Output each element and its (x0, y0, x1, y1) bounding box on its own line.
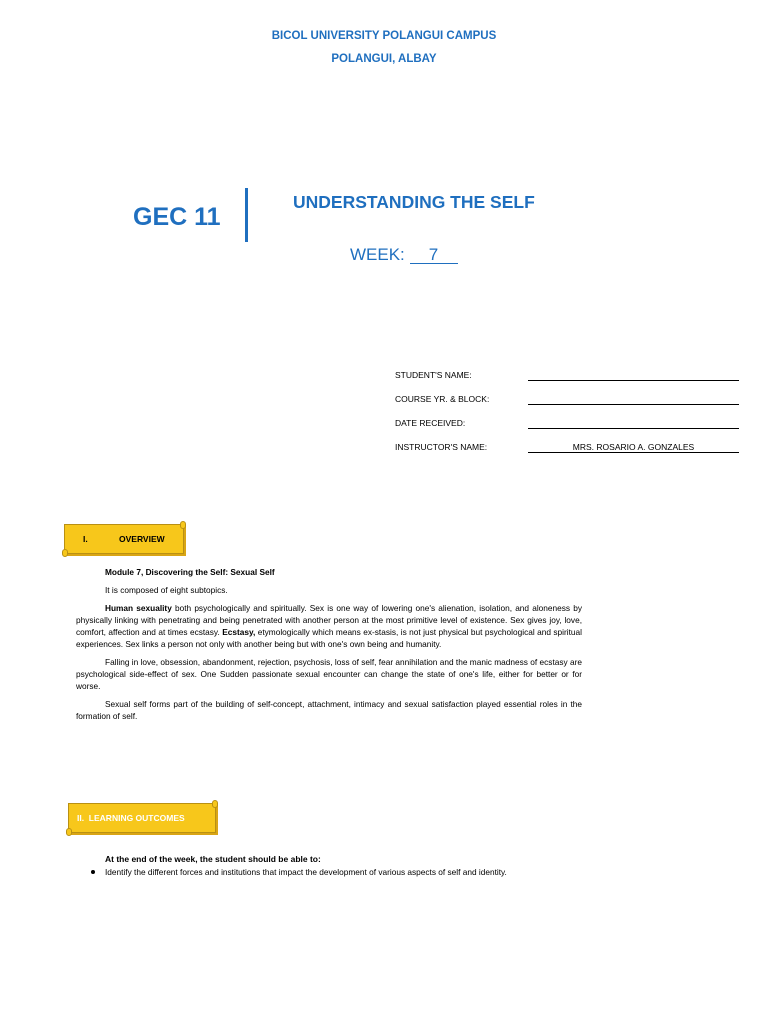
scroll-curl-icon (180, 521, 186, 529)
outcomes-intro: At the end of the week, the student should be able to: (105, 854, 321, 864)
course-title: UNDERSTANDING THE SELF (293, 192, 535, 212)
scroll-curl-icon (66, 828, 72, 836)
university-name: BICOL UNIVERSITY POLANGUI CAMPUS (271, 30, 497, 42)
course-block-label: COURSE YR. & BLOCK: (395, 394, 490, 404)
overview-numeral: I. (83, 534, 88, 544)
overview-banner (64, 524, 184, 554)
paragraph-text: both psychologically and spiritually. Sex is one way of lowering one's alienation, isolation, and aloneness by physically linking with penetrating and being penetrated with another person at the most primitive level of existence. Sex gives joy, love, comfort, affection and at times ecstasy. (76, 603, 582, 637)
date-received-label: DATE RECEIVED: (395, 418, 466, 428)
overview-heading: OVERVIEW (119, 534, 165, 544)
week-label: WEEK: (350, 245, 405, 264)
learning-outcomes-heading: II. LEARNING OUTCOMES (77, 813, 185, 823)
week-value: 7 (410, 246, 458, 264)
course-block-field[interactable] (528, 394, 739, 405)
paragraph-sexual-self: Sexual self forms part of the building of self-concept, attachment, intimacy and sexual satisfaction played essential roles in the formation of self. (76, 699, 582, 721)
scroll-curl-icon (212, 800, 218, 808)
student-name-field[interactable] (528, 370, 739, 381)
course-code: GEC 11 (133, 203, 221, 231)
student-name-label: STUDENT'S NAME: (395, 370, 472, 380)
subtopics-text: It is composed of eight subtopics. (105, 585, 228, 595)
title-divider (245, 188, 248, 242)
paragraph-side-effects: Falling in love, obsession, abandonment, rejection, psychosis, loss of self, fear annihilation and the manic madness of ecstasy are psychological side-effect of sex. One Sudden passionate sexual encounter can change the state of one's life, either for better or for worse. (76, 657, 582, 691)
overview-body (76, 566, 582, 722)
week-indicator (350, 245, 458, 265)
term-human-sexuality: Human sexuality (105, 603, 172, 613)
date-received-row (395, 418, 740, 432)
module-title: Module 7, Discovering the Self: Sexual Self (105, 567, 275, 577)
instructor-name-row (395, 442, 740, 456)
date-received-field[interactable] (528, 418, 739, 429)
paragraph-text: etymologically which means ex-stasis, is not just physical but psychological and spiritual experiences. Sex links a person not only with another being but with one's own being and humanity. (76, 627, 582, 649)
learning-outcomes-banner (68, 803, 216, 833)
course-block-row (395, 394, 740, 408)
outcome-item: Identify the different forces and institutions that impact the development of various aspects of self and identity. (105, 867, 507, 877)
term-ecstasy: Ecstasy, (222, 627, 256, 637)
scroll-curl-icon (62, 549, 68, 557)
campus-location: POLANGUI, ALBAY (331, 53, 437, 65)
paragraph-human-sexuality (76, 602, 582, 650)
bullet-icon (91, 870, 95, 874)
student-name-row (395, 370, 740, 384)
instructor-name-label: INSTRUCTOR'S NAME: (395, 442, 488, 452)
instructor-name-field[interactable]: MRS. ROSARIO A. GONZALES (528, 442, 739, 453)
